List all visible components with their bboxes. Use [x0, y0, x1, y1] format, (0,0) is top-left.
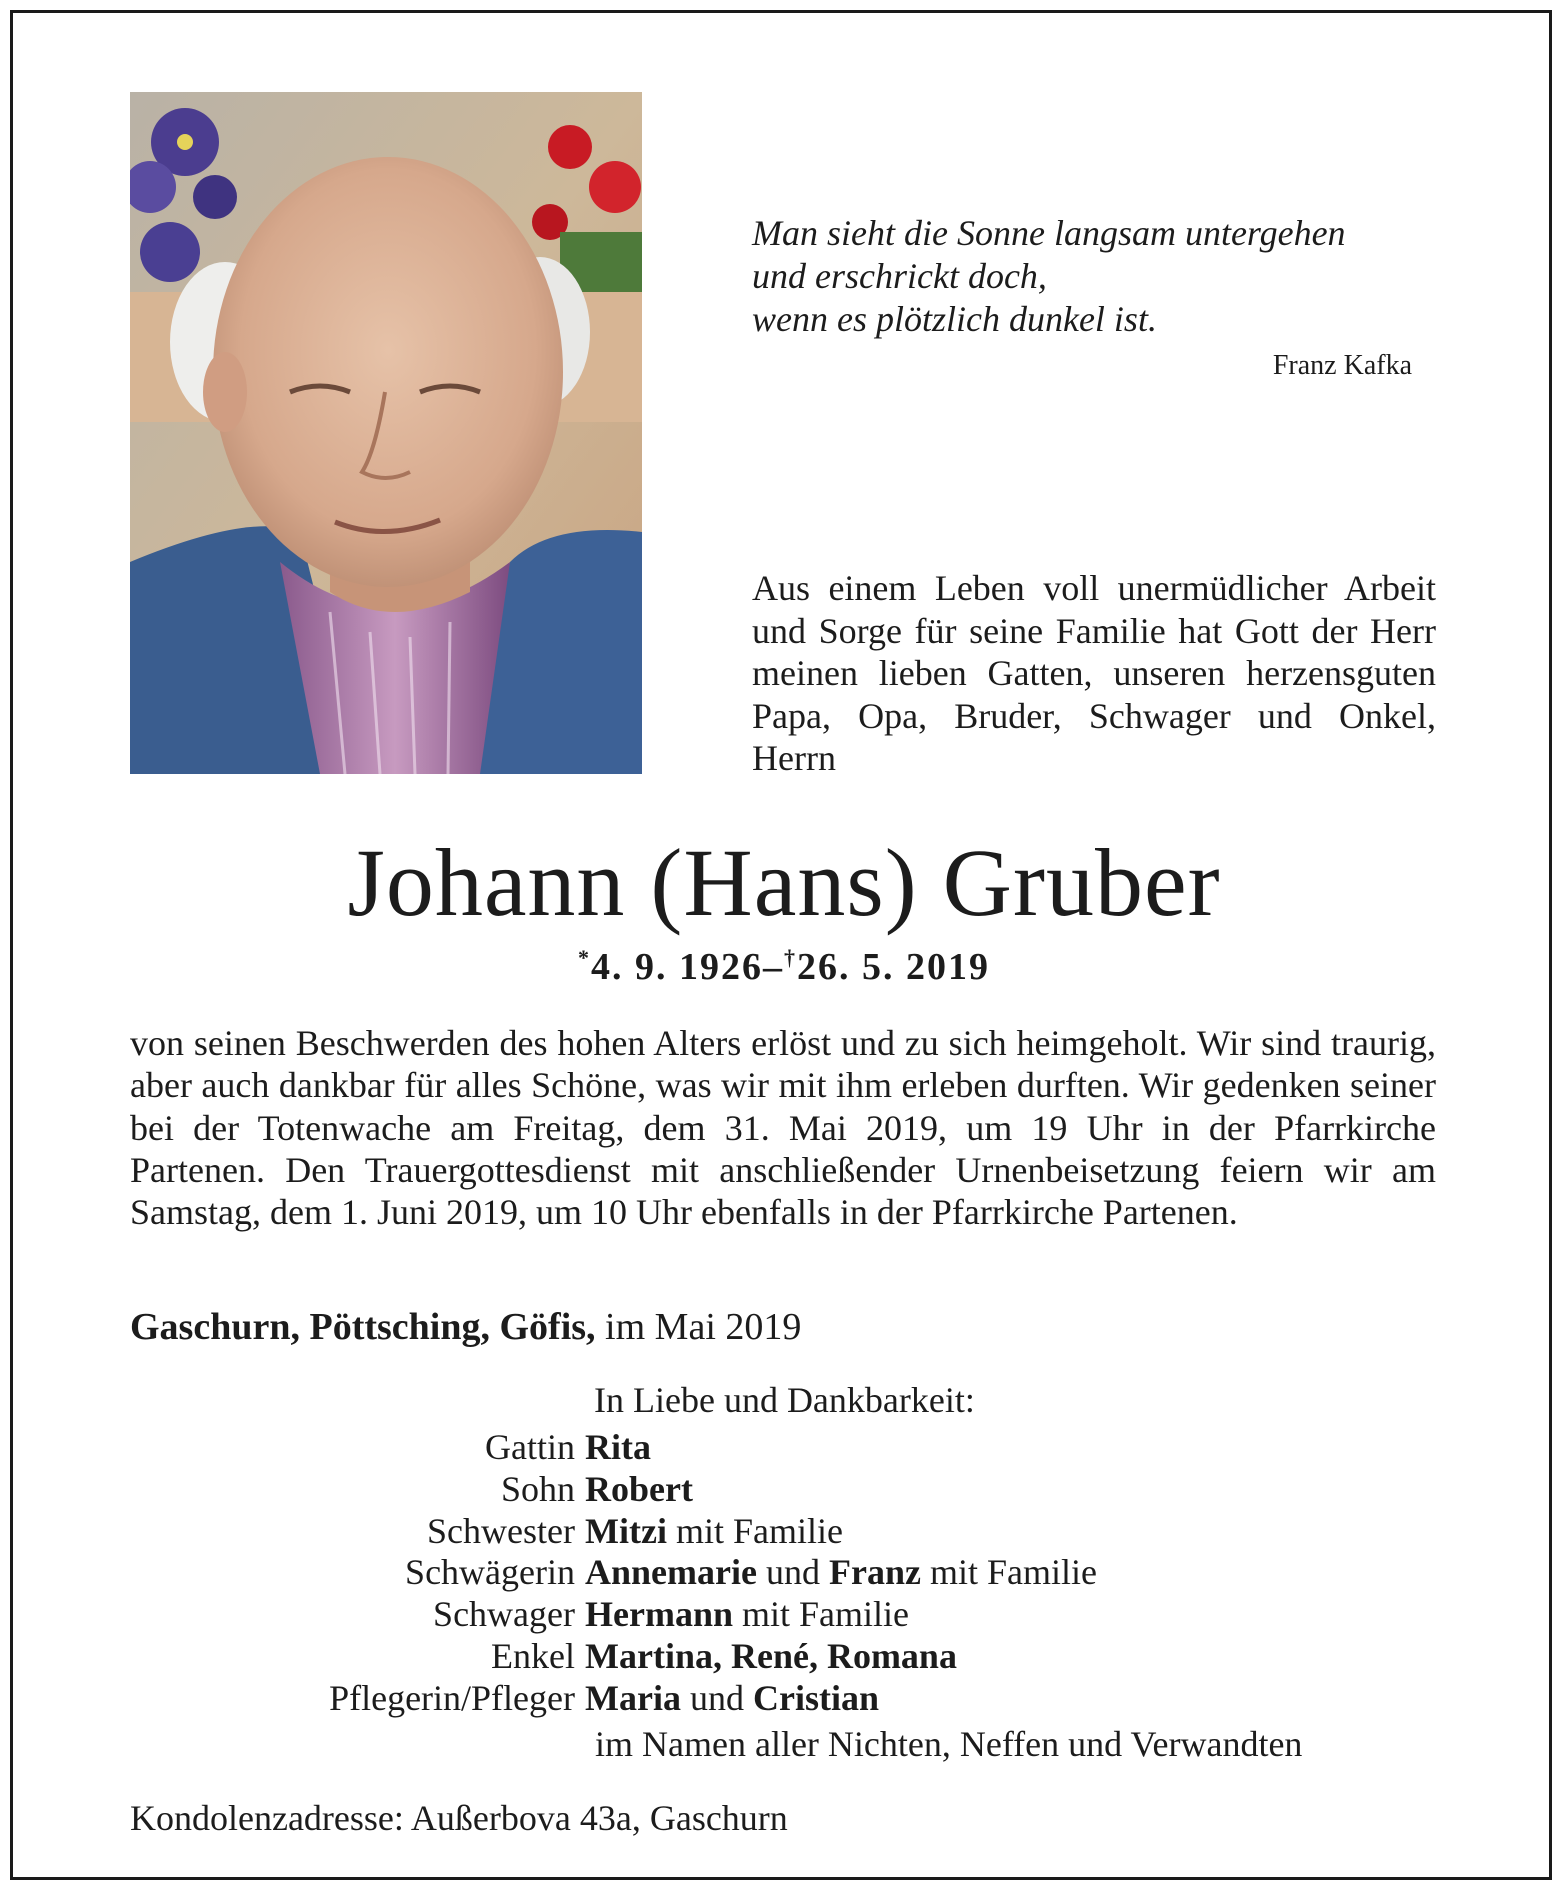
family-connector: und: [765, 1552, 820, 1593]
family-member-name: Franz: [828, 1552, 921, 1593]
family-row: [0, 1678, 1568, 1720]
portrait-photo: [130, 92, 642, 774]
family-member-name: Hermann: [585, 1594, 733, 1635]
death-symbol: †: [784, 945, 797, 970]
family-member-name: Mitzi: [585, 1510, 667, 1551]
birth-date: 4. 9. 1926: [591, 946, 763, 988]
family-names: [585, 1678, 879, 1720]
family-member-name: Maria: [585, 1677, 681, 1718]
month-year: im Mai 2019: [605, 1306, 802, 1348]
family-names: [585, 1469, 693, 1511]
family-row: [0, 1511, 1568, 1553]
death-date: 26. 5. 2019: [797, 946, 990, 988]
closing-line: im Namen aller Nichten, Neffen und Verwandten: [595, 1724, 1303, 1764]
thanks-heading: In Liebe und Dankbarkeit:: [594, 1380, 975, 1420]
date-separator: –: [763, 946, 784, 988]
family-row: [0, 1469, 1568, 1511]
family-role: Schwägerin: [405, 1552, 575, 1593]
family-member-name: Martina, René, Romana: [585, 1635, 957, 1676]
place-date: [130, 1305, 1030, 1349]
family-row: [0, 1594, 1568, 1636]
family-role: Enkel: [491, 1635, 575, 1676]
family-connector: mit Familie: [675, 1510, 843, 1551]
family-names: [585, 1552, 1097, 1594]
family-row: [0, 1636, 1568, 1678]
body-text: von seinen Beschwerden des hohen Alters erlöst und zu sich heimgeholt. Wir sind traurig, aber auch dankbar für alles Schöne, was wir mit ihm erleben durften. Wir gedenken seiner bei der Totenwache am Freitag, dem 31. Mai 2019, um 19 Uhr in der Pfarrkirche Partenen. Den Trauergottesdienst mit anschließender Urnenbeisetzung feiern wir am Samstag, dem 1. Juni 2019, um 10 Uhr ebenfalls in der Pfarrkirche Partenen.: [130, 1023, 1436, 1233]
family-role: Sohn: [500, 1468, 575, 1509]
family-role: Schwester: [427, 1510, 575, 1551]
quote-line: und erschrickt doch,: [752, 256, 1047, 296]
places: Gaschurn, Pöttsching, Göfis,: [130, 1306, 596, 1348]
intro-text: Aus einem Leben voll unermüdlicher Arbeit und Sorge für seine Familie hat Gott der Herr meinen lieben Gatten, unseren herzensguten Papa, Opa, Bruder, Schwager und Onkel, Herrn: [752, 568, 1436, 778]
family-connector: mit Familie: [742, 1594, 909, 1635]
condolence-address: Kondolenzadresse: Außerbova 43a, Gaschurn: [130, 1798, 788, 1838]
family-names: [585, 1636, 957, 1678]
family-names: [585, 1594, 909, 1636]
family-names: [585, 1511, 843, 1553]
family-names: [585, 1427, 651, 1469]
family-list: [0, 1427, 1568, 1720]
family-row: [0, 1552, 1568, 1594]
portrait-illustration: [130, 92, 642, 774]
family-connector: und: [689, 1677, 744, 1718]
family-row: [0, 1427, 1568, 1469]
family-role: Schwager: [433, 1594, 575, 1635]
family-member-name: Robert: [585, 1468, 693, 1509]
birth-symbol: *: [578, 945, 591, 970]
family-member-name: Rita: [585, 1427, 651, 1467]
family-role: Pflegerin/Pfleger: [329, 1677, 575, 1718]
family-member-name: Cristian: [752, 1677, 879, 1718]
family-role: Gattin: [485, 1427, 575, 1467]
quote-line: wenn es plötzlich dunkel ist.: [752, 299, 1157, 339]
family-connector: mit Familie: [929, 1552, 1097, 1593]
quote-line: Man sieht die Sonne langsam untergehen: [752, 213, 1346, 253]
family-member-name: Annemarie: [585, 1552, 757, 1593]
quote-author: Franz Kafka: [1272, 350, 1412, 381]
life-dates: [0, 945, 1568, 989]
deceased-name: Johann (Hans) Gruber: [347, 829, 1221, 936]
kafka-quote: [752, 212, 1412, 341]
